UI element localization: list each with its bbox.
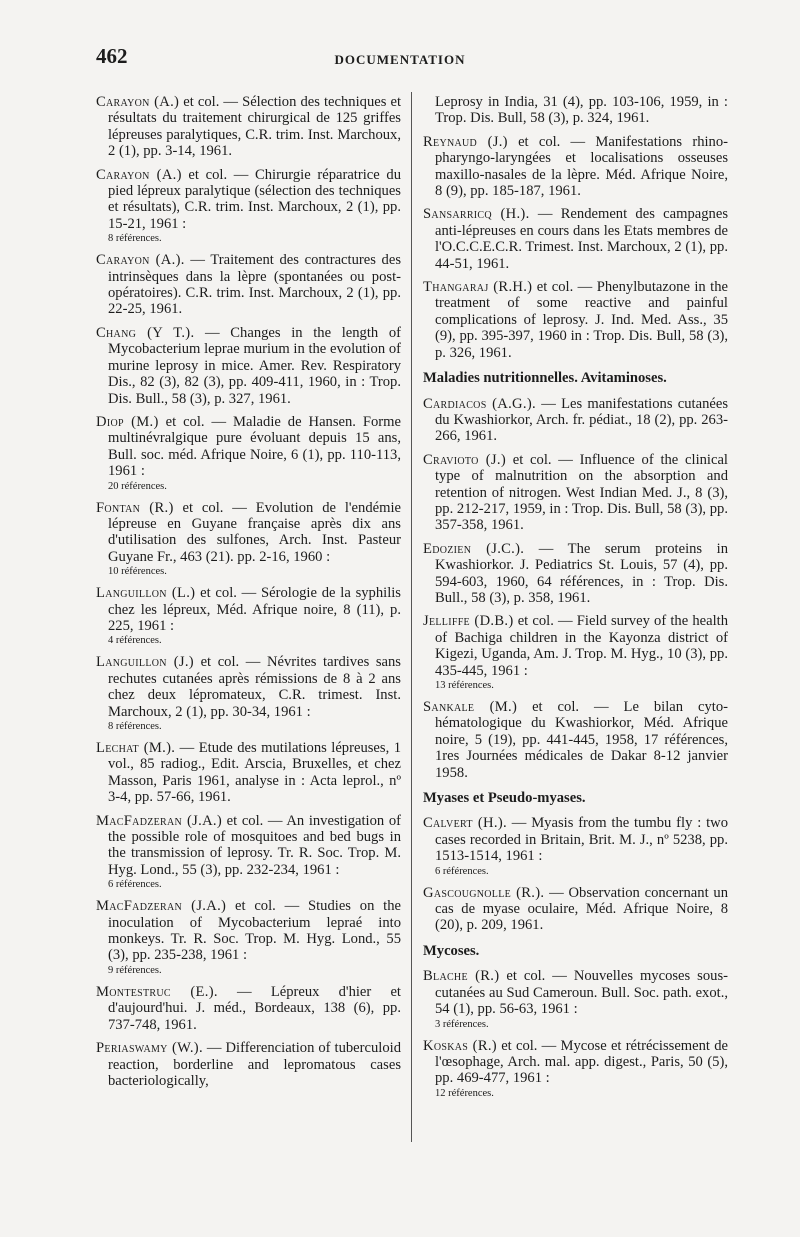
bibliography-entry [96,898,401,977]
bibliography-entry [96,813,401,892]
entry-author: Diop (M.) [96,413,159,430]
entry-references-count: 13 références. [435,680,494,691]
entry-references-count: 8 références. [108,233,162,245]
entry-author: Sankale (M.) [423,699,518,715]
entry-author: Sansarricq (H.). [423,206,530,223]
entry-citation: et col. — Mycose et rétrécissement de l'œsophage, Arch. mal. app. digest., Paris, 50 (5), pp. 469-477, 1961 : [435,1037,728,1087]
entry-author: Gascougnolle (R.). [423,884,545,901]
entry-author: Carayon (A.) [96,94,180,110]
bibliography-entry [96,414,401,493]
entry-text [423,1038,728,1087]
entry-citation: et col. — Phenylbutazone in the treatment of some reactive and painful complications of leprosy. J. Ind. Med. Ass., 35 (9), pp. 395-397, 1960 in : Trop. Dis. Bull, 58 (3), p. 326, 1961. [435,279,728,361]
entry-text [423,699,728,781]
entry-citation: et col. — Chirurgie réparatrice du pied lépreux paralytique (sélection des techniques et résultats), C.R. trim. Inst. Marchoux, 2 (1), pp. 15-21, 1961 : [108,166,401,232]
bibliography-entry [423,279,728,361]
entry-author: Chang (Y T.). [96,324,195,341]
entry-citation: — Lépreux d'hier et d'aujourd'hui. J. méd., Bordeaux, 138 (6), pp. 737-748, 1961. [108,983,401,1033]
entry-citation: — Rendement des campagnes anti-lépreuses en cours dans les Etats membres de l'O.C.C.E.C.R. Trimest. Inst. Marchoux, 2 (1), pp. 44-51, 1961. [435,206,728,272]
bibliography-entry [96,585,401,647]
bibliography-entry [423,613,728,692]
section-heading-nutrition: Maladies nutritionnelles. Avitaminoses. [423,370,667,387]
continued-entry: Leprosy in India, 31 (4), pp. 103-106, 1959, in : Trop. Dis. Bull, 58 (3), p. 324, 1961. [435,94,728,127]
bibliography-entry [423,1038,728,1100]
entry-author: Fontan (R.) [96,499,174,516]
entry-group-leprosy [423,134,728,361]
entry-text [423,968,728,1017]
entry-references-count: 4 références. [108,635,162,647]
bibliography-entry [96,740,401,806]
entry-text [96,585,401,634]
section-heading-myases: Myases et Pseudo-myases. [423,790,586,807]
entry-group-mycoses [423,968,728,1099]
entry-author: Thangaraj (R.H.) [423,279,533,296]
entry-text [96,167,401,233]
entry-references-count: 20 références. [108,480,167,492]
entry-author: Montestruc (E.). [96,983,218,1000]
entry-citation: et col. — Field survey of the health of Bachiga children in the Kayonza district of Kigezi, Uganda, Am. J. Trop. M. Hyg., 10 (3), pp. 435-445, 1961 : [435,613,728,679]
running-head: DOCUMENTATION [334,52,466,67]
entry-text [423,279,728,361]
bibliography-entry [423,815,728,877]
entry-text [96,898,401,964]
bibliography-entry [423,699,728,781]
entry-text [423,134,728,200]
entry-citation: et col. — Manifestations rhino-pharyngo-laryngées et localisations osseuses maxillo-nasales de la lèpre. Méd. Afrique Noire, 8 (9), pp. 185-187, 1961. [435,133,729,200]
entry-text [423,613,728,679]
entry-citation: — Myasis from the tumbu fly : two cases recorded in Britain, Brit. M. J., nº 5238, pp. 1513-1514, 1961 : [435,815,728,865]
entry-text [423,815,728,864]
entry-text [423,206,728,272]
bibliography-entry [423,396,728,445]
entry-citation: — The serum proteins in Kwashiorkor. J. Pediatrics St. Louis, 57 (4), pp. 594-603, 1960, 64 références, in : Trop. Dis. Bull., 58 (3), p. 358, 1961. [435,540,728,606]
right-column [423,94,728,1107]
entry-author: Jelliffe (D.B.) [423,613,514,630]
entry-citation: — Changes in the length of Mycobacterium leprae murium in the evolution of murine leprosy in mice. Amer. Rev. Respiratory Dis., 82 (3), 82 (3), pp. 409-411, 1960, in : Trop. Dis. Bull., 58 (3), p. 327, 1961. [108,324,401,407]
entry-references-count: 10 références. [108,566,167,578]
bibliography-entry [96,252,401,318]
entry-references-count: 6 références. [108,879,162,891]
entry-text [96,325,401,407]
entry-author: Carayon (A.) [96,166,182,183]
entry-group-nutrition [423,396,728,782]
bibliography-entry [96,94,401,160]
entry-citation: — Etude des mutilations lépreuses, 1 vol., 85 radiog., Edit. Arscia, Bruxelles, et chez Masson, Paris 1961, analyse in : Acta leprol., nº 3-4, pp. 57-66, 1961. [108,740,401,806]
bibliography-entry [96,984,401,1033]
entry-author: Cardiacos (A.G.). [423,395,536,412]
entry-text [96,252,401,318]
entry-text [96,414,401,480]
entry-author: Koskas (R.) [423,1037,497,1054]
bibliography-entry [423,541,728,607]
entry-citation: et col. — Maladie de Hansen. Forme multinévralgique pure évoluant depuis 15 ans, Bull. soc. méd. Afrique Noire, 6 (1), pp. 110-113, 1961 : [108,413,401,480]
entry-author: Edozien (J.C.). [423,540,525,557]
bibliography-entry [96,1040,401,1089]
entry-citation: — Traitement des contractures des intrinsèques dans la lèpre (spontanées ou post-opératoires). C.R. trim. Inst. Marchoux, 2 (1), pp. 22-25, 1961. [108,252,401,318]
entry-author: Reynaud (J.) [423,133,508,150]
entry-citation: et col. — Studies on the inoculation of Mycobacterium lepraé into monkeys. Tr. R. Soc. Trop. M. Hyg. Lond., 55 (3), pp. 235-238, 1961 : [108,898,401,964]
entry-author: Languillon (L.) [96,585,196,602]
entry-citation: et col. — An investigation of the possible role of mosquitoes and bed bugs in the transmission of leprosy. Tr. R. Soc. Trop. M. Hyg. Lond., 55 (3), pp. 232-234, 1961 : [108,812,401,878]
entry-author: Lechat (M.). [96,740,176,756]
entry-author: MacFadzeran (J.A.) [96,898,227,915]
entry-citation: — Observation concernant un cas de myase oculaire, Méd. Afrique Noire, 8 (20), p. 209, 1961. [435,884,728,934]
entry-citation: — Differenciation of tuberculoid reaction, borderline and lepromatous cases bacteriologically, [108,1040,401,1089]
entry-author: Cravioto (J.) [423,451,506,468]
bibliography-entry [423,968,728,1030]
entry-author: Blache (R.) [423,968,500,985]
entry-citation: et col. — Nouvelles mycoses sous-cutanées au Sud Cameroun. Bull. Soc. path. exot., 54 (1), pp. 56-63, 1961 : [435,968,728,1018]
bibliography-entry [423,134,728,200]
entry-group-myases [423,815,728,933]
entry-author: MacFadzeran (J.A.) [96,812,223,829]
entry-references-count: 3 références. [435,1018,489,1030]
entry-citation: et col. — Névrites tardives sans rechutes cutanées après rémissions de 8 à 2 ans chez deux lépromateux, C.R. trimest. Inst. Marchoux, 2 (1), pp. 30-34, 1961 : [108,654,401,720]
entry-text [423,541,728,607]
column-divider [411,92,412,1142]
entry-references-count: 9 références. [108,964,162,976]
entry-text [423,452,728,534]
entry-text [96,500,401,566]
bibliography-entry [423,206,728,272]
entry-author: Periaswamy (W.). [96,1040,203,1057]
bibliography-entry [423,885,728,934]
entry-citation: et col. — Evolution de l'endémie lépreuse en Guyane française après dix ans d'utilisation des sulfones, Arch. Inst. Pasteur Guyane Fr., 463 (21). pp. 2-16, 1960 : [108,499,401,565]
section-heading-mycoses: Mycoses. [423,942,480,959]
bibliography-entry [96,325,401,407]
bibliography-entry [96,500,401,579]
entry-citation: et col. — Influence of the clinical type of malnutrition on the absorption and retention of nitrogen. West Indian Med. J., 8 (3), pp. 212-217, 1959, in : Trop. Dis. Bull, 58 (3), pp. 357-358, 1961. [435,451,728,534]
entry-author: Carayon (A.). [96,252,185,269]
entry-citation: et col. — Le bilan cyto-hématologique du Kwashiorkor, Méd. Afrique noire, 5 (19), pp. 441-445, 1958, 17 références, 1res Journées médicales de Dakar 8-12 janvier 1958. [435,699,728,781]
page-number: 462 [96,44,128,68]
entry-citation: — Les manifestations cutanées du Kwashiorkor, Arch. fr. pédiat., 18 (2), pp. 263-266, 1961. [435,395,728,445]
entry-text [96,813,401,879]
entry-text [96,1040,401,1089]
entry-references-count: 6 références. [435,865,489,877]
entry-text [96,984,401,1033]
bibliography-entry [96,654,401,733]
entry-citation: et col. — Sérologie de la syphilis chez les lépreux, Méd. Afrique noire, 8 (11), p. 225, 1961 : [108,585,401,634]
entry-author: Calvert (H.). [423,815,507,832]
entry-text [96,94,401,160]
entry-references-count: 12 références. [435,1087,494,1099]
left-column [96,94,401,1096]
entry-text [423,396,728,445]
entry-text [96,654,401,720]
entry-author: Languillon (J.) [96,654,194,671]
bibliography-entry [96,167,401,246]
entry-references-count: 8 références. [108,721,162,732]
entry-text [423,885,728,934]
entry-citation: et col. — Sélection des techniques et résultats du traitement chirurgical de 125 griffes lépreuses paralytiques, C.R. trim. Inst. Marchoux, 2 (1), pp. 3-14, 1961. [108,94,402,160]
bibliography-entry [423,452,728,534]
entry-text [96,740,401,806]
